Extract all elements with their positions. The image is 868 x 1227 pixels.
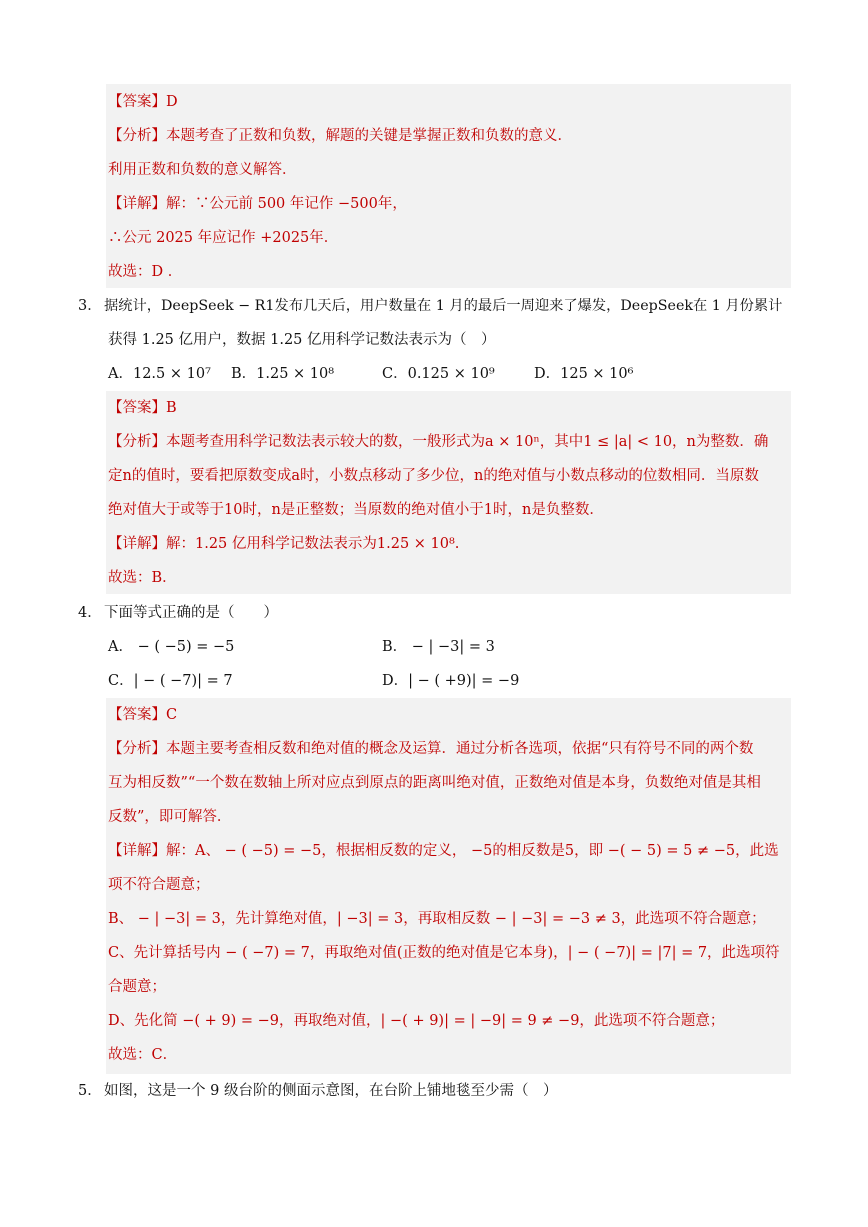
conclusion-q3: 故选：B．: [108, 570, 177, 586]
detail-q4-line6: D、先化简 −( + 9) = −9，再取绝对值，| −( + 9)| = | −9| = 9 ≠ −9，此选项不符合题意；: [108, 1013, 725, 1029]
conclusion-q2: 故选：D ．: [108, 264, 183, 280]
answer-q2: 【答案】D: [108, 94, 178, 110]
analysis-q3-line2: 定n的值时，要看把原数变成a时，小数点移动了多少位，n的绝对值与小数点移动的位数相同．当原数: [108, 468, 759, 484]
q4-option-c: C．| − ( −7)| = 7: [108, 673, 233, 689]
q3-option-c: C．0.125 × 10⁹: [382, 366, 495, 382]
analysis-q4-line2: 互为相反数”“一个数在数轴上所对应点到原点的距离叫绝对值，正数绝对值是本身，负数绝对值是其相: [108, 775, 761, 791]
question-number-3: 3．: [78, 298, 102, 314]
q4-option-a: A． − ( −5) = −5: [108, 639, 235, 655]
analysis-q3-line3: 绝对值大于或等于10时，n是正整数；当原数的绝对值小于1时，n是负整数．: [108, 502, 604, 518]
answer-q4: 【答案】C: [108, 707, 178, 723]
answer-q3: 【答案】B: [108, 400, 177, 416]
q4-option-b: B． − | −3| = 3: [382, 639, 495, 655]
question-number-4: 4．: [78, 605, 102, 621]
question-3-stem: 据统计，DeepSeek − R1发布几天后，用户数量在 1 月的最后一周迎来了爆发，DeepSeek在 1 月份累计: [104, 298, 783, 314]
detail-q4-line4: C、先计算括号内 − ( −7) = 7，再取绝对值(正数的绝对值是它本身)，| − ( −7)| = |7| = 7，此选项符: [108, 945, 780, 961]
detail-q4-line3: B、 − | −3| = 3，先计算绝对值，| −3| = 3，再取相反数 − | −3| = −3 ≠ 3，此选项不符合题意；: [108, 911, 766, 927]
detail-q3: 【详解】解：1.25 亿用科学记数法表示为1.25 × 10⁸.: [108, 536, 460, 552]
analysis-q2-line2: 利用正数和负数的意义解答．: [108, 162, 297, 178]
q3-option-d: D．125 × 10⁶: [534, 366, 634, 382]
solution-box-q3: [106, 391, 791, 594]
analysis-q3: 【分析】本题考查用科学记数法表示较大的数，一般形式为a × 10ⁿ，其中1 ≤ |a| < 10，n为整数．确: [108, 434, 769, 450]
question-3-stem-line2: 获得 1.25 亿用户，数据 1.25 亿用科学记数法表示为（ ）: [108, 332, 496, 348]
detail-q4: 【详解】解：A、 − ( −5) = −5，根据相反数的定义， −5的相反数是5，即 −( − 5) = 5 ≠ −5，此选: [108, 843, 779, 859]
question-number-5: 5．: [78, 1083, 102, 1099]
question-4-stem: 下面等式正确的是（ ）: [104, 605, 278, 621]
analysis-q4: 【分析】本题主要考查相反数和绝对值的概念及运算．通过分析各选项，依据“只有符号不同的两个数: [108, 741, 754, 757]
analysis-q2: 【分析】本题考查了正数和负数，解题的关键是掌握正数和负数的意义．: [108, 128, 572, 144]
detail-q4-line5: 合题意；: [108, 979, 166, 995]
q3-option-a: A．12.5 × 10⁷: [108, 366, 211, 382]
detail-q4-line2: 项不符合题意；: [108, 877, 210, 893]
analysis-q4-line3: 反数”，即可解答．: [108, 809, 232, 825]
detail-q2-line2: ∴公元 2025 年应记作 +2025年．: [108, 230, 339, 246]
question-5-stem: 如图，这是一个 9 级台阶的侧面示意图，在台阶上铺地毯至少需（ ）: [104, 1083, 558, 1099]
conclusion-q4: 故选：C．: [108, 1047, 178, 1063]
detail-q2: 【详解】解：∵公元前 500 年记作 −500年，: [108, 196, 407, 212]
q3-option-b: B．1.25 × 10⁸: [231, 366, 335, 382]
solution-box-q2: [106, 84, 791, 288]
q4-option-d: D．| − ( +9)| = −9: [382, 673, 520, 689]
